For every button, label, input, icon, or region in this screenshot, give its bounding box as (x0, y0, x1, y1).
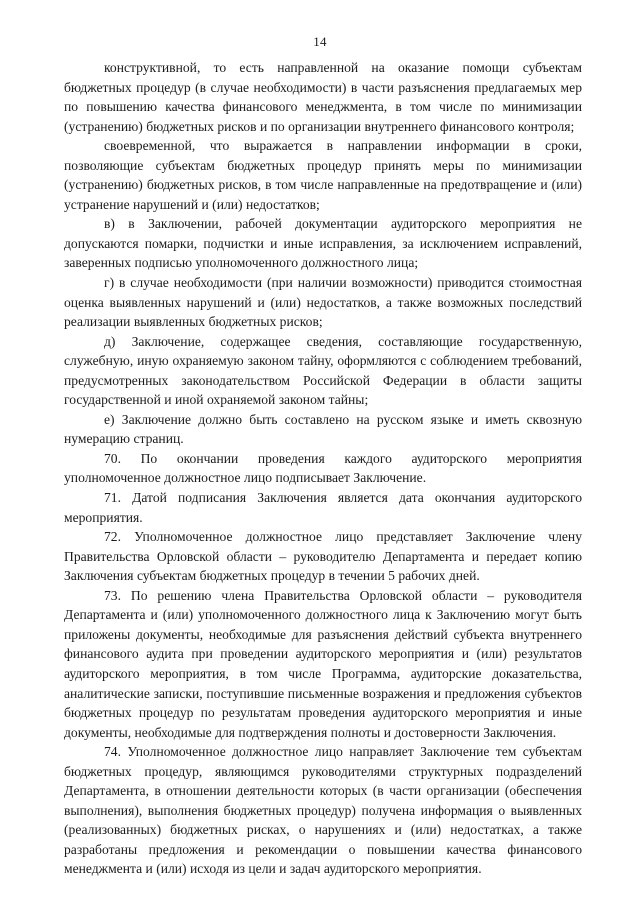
paragraph-74: 74. Уполномоченное должностное лицо направляет Заключение тем субъектам бюджетных процедур, являющимся руководителями структурных подразделений Департамента, в отношении деятельности которых (в части организации (обеспечения выполнения), выполнения бюджетных процедур) получена информация о выявленных (реализованных) бюджетных рисках, о нарушениях и (или) недостатках, а также разработаны предложения и рекомендации о повышении качества финансового менеджмента и (или) исходя из цели и задач аудиторского мероприятия. (64, 744, 582, 877)
paragraph-timely: своевременной, что выражается в направлении информации в сроки, позволяющие субъектам бюджетных процедур принять меры по минимизации (устранению) бюджетных рисков, в том числе направленные на предотвращение и (или) устранение нарушений и (или) недостатков; (64, 138, 582, 212)
paragraph-70: 70. По окончании проведения каждого аудиторского мероприятия уполномоченное должностное лицо подписывает Заключение. (64, 450, 582, 486)
page-number: 14 (313, 34, 327, 49)
document-body (64, 58, 582, 879)
paragraph-constructive: конструктивной, то есть направленной на оказание помощи субъектам бюджетных процедур (в случае необходимости) в части разъяснения предлагаемых мер по повышению качества финансового менеджмента, в том числе по минимизации (устранению) бюджетных рисков и по организации внутреннего финансового контроля; (64, 60, 582, 134)
paragraph-item-g: г) в случае необходимости (при наличии возможности) приводится стоимостная оценка выявленных нарушений и (или) недостатков, а также возможных последствий реализации выявленных бюджетных рисков; (64, 275, 582, 330)
paragraph-item-e: е) Заключение должно быть составлено на русском языке и иметь сквозную нумерацию страниц. (64, 411, 582, 447)
paragraph-72: 72. Уполномоченное должностное лицо представляет Заключение члену Правительства Орловской области – руководителю Департамента и передает копию Заключения субъектам бюджетных процедур в течении 5 рабочих дней. (64, 529, 582, 584)
paragraph-item-d: д) Заключение, содержащее сведения, составляющие государственную, служебную, иную охраняемую законом тайну, оформляются с соблюдением требований, предусмотренных законодательством Российской Федерации в области защиты государственной и иной охраняемой законом тайны; (64, 333, 582, 408)
paragraph-71: 71. Датой подписания Заключения является дата окончания аудиторского мероприятия. (64, 490, 582, 525)
paragraph-73: 73. По решению члена Правительства Орловской области – руководителя Департамента и (или) уполномоченного должностного лица к Заключению могут быть приложены документы, необходимые для разъяснения действий субъекта внутреннего финансового аудита при проведении аудиторского мероприятия и (или) результатов аудиторского мероприятия, в том числе Программа, аудиторские доказательства, аналитические записки, поступившие письменные возражения и предложения субъектов бюджетных процедур по результатам проведения аудиторского мероприятия и иные документы, необходимые для подтверждения полноты и достоверности Заключения. (64, 587, 582, 740)
paragraph-item-v: в) в Заключении, рабочей документации аудиторского мероприятия не допускаются помарки, подчистки и иные исправления, за исключением исправлений, заверенных подписью уполномоченного должностного лица; (64, 216, 582, 271)
